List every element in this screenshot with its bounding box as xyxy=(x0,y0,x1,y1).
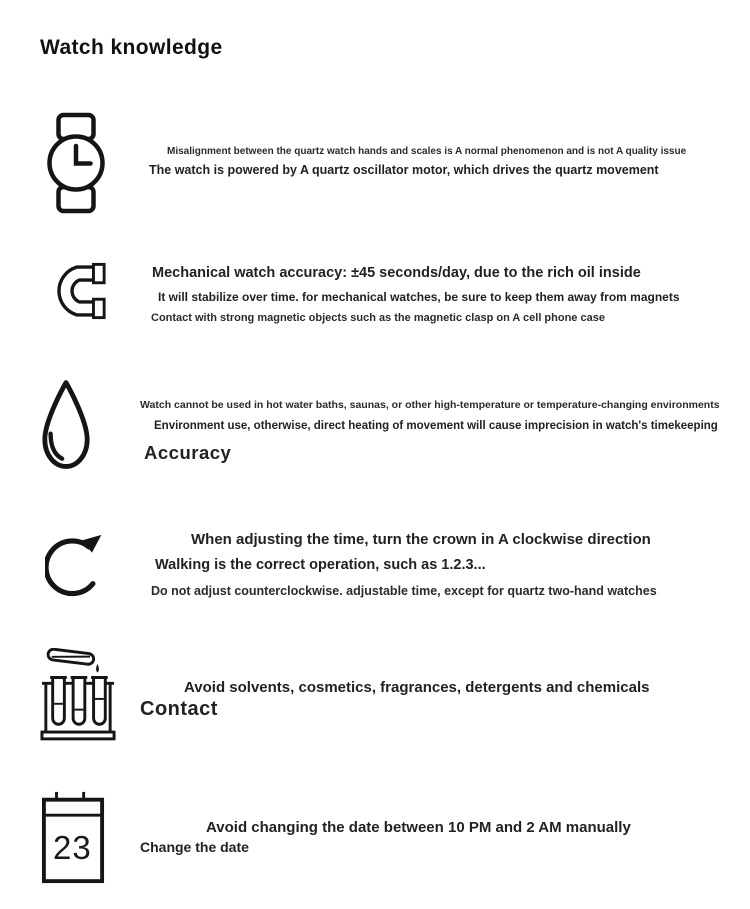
tip-line-secondary: Watch cannot be used in hot water baths, saunas, or other high-temperature or temperature-changing environments xyxy=(140,399,720,411)
section-label: Contact xyxy=(140,698,218,720)
tip-line-primary: Avoid changing the date between 10 PM and 2 AM manually xyxy=(206,819,631,836)
clockwise-arrow-icon xyxy=(45,524,107,602)
tip-line-primary: Avoid solvents, cosmetics, fragrances, detergents and chemicals xyxy=(184,679,650,696)
magnet-icon xyxy=(46,261,110,321)
tip-line-primary: Mechanical watch accuracy: ±45 seconds/day, due to the rich oil inside xyxy=(152,265,641,281)
section-label: Accuracy xyxy=(144,442,232,463)
tip-line-secondary: Walking is the correct operation, such as 1.2.3... xyxy=(155,557,486,573)
tip-line-tertiary: Contact with strong magnetic objects such as the magnetic clasp on A cell phone case xyxy=(151,312,605,324)
tip-line-tertiary: Do not adjust counterclockwise. adjustable time, except for quartz two-hand watches xyxy=(151,584,657,598)
tip-line-primary: The watch is powered by A quartz oscillator motor, which drives the quartz movement xyxy=(149,163,659,177)
tip-line-secondary: It will stabilize over time. for mechanical watches, be sure to keep them away from magnets xyxy=(158,290,680,304)
water-drop-icon xyxy=(40,378,92,472)
watch-icon xyxy=(45,112,107,214)
tip-line-secondary: Misalignment between the quartz watch hands and scales is A normal phenomenon and is not A quality issue xyxy=(167,146,687,157)
tip-line-primary: Environment use, otherwise, direct heating of movement will cause imprecision in watch's timekeeping xyxy=(154,420,718,432)
calendar-date-number: 23 xyxy=(53,829,92,866)
section-label: Change the date xyxy=(140,839,249,855)
test-tubes-icon xyxy=(40,648,116,744)
page-title: Watch knowledge xyxy=(40,36,223,59)
tip-line-primary: When adjusting the time, turn the crown in A clockwise direction xyxy=(191,531,651,548)
